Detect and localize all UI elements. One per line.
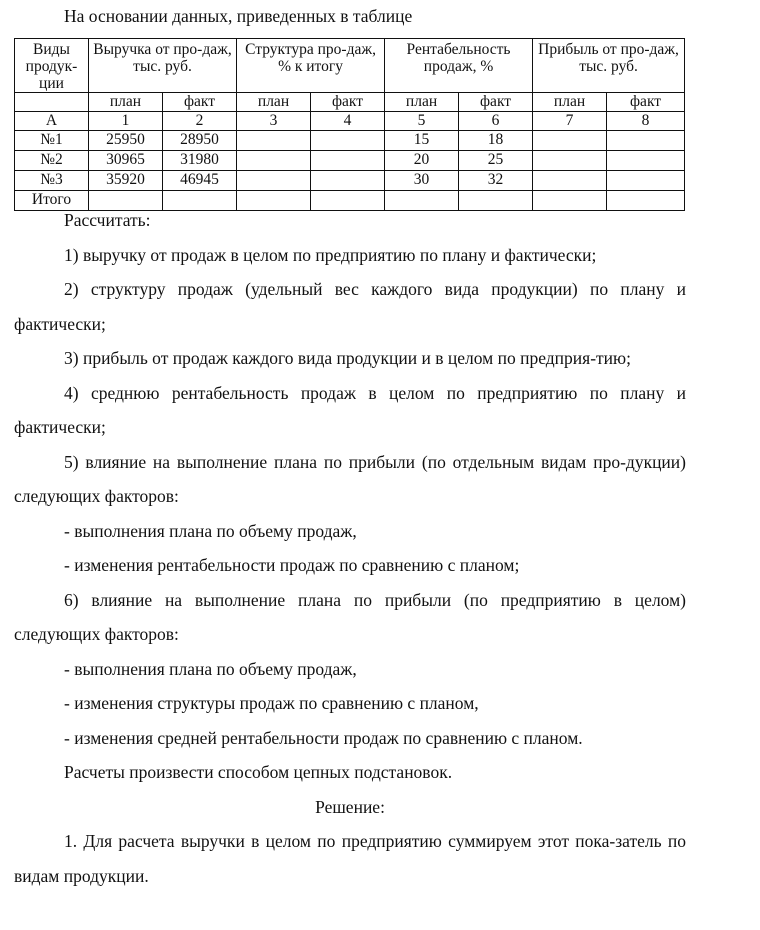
table-row [15, 171, 685, 191]
table-cell [607, 151, 685, 171]
table-cell [607, 131, 685, 151]
paragraph: - выполнения плана по объему продаж, [64, 658, 357, 679]
table-cell [237, 171, 311, 191]
table-subheader-row [15, 93, 685, 112]
table-cell: 35920 [89, 171, 163, 191]
column-number: 4 [311, 112, 385, 131]
subheader-cell: план [89, 93, 163, 112]
subheader-cell: план [533, 93, 607, 112]
table-cell: 25 [459, 151, 533, 171]
paragraph: - изменения структуры продаж по сравнению с планом, [64, 693, 479, 713]
paragraph: Рассчитать: [64, 210, 151, 230]
subheader-cell: факт [311, 93, 385, 112]
table-row [15, 151, 685, 171]
table-cell: 30 [385, 171, 459, 191]
table-cell [311, 151, 385, 171]
paragraph: 5) влияние на выполнение плана по прибыли (по отдельным видам про-дукции) следующих факторов: [14, 451, 686, 506]
body-text [14, 203, 686, 893]
solution-heading: Решение: [315, 796, 385, 817]
table-cell: 25950 [89, 131, 163, 151]
paragraph: 4) среднюю рентабельность продаж в целом по предприятию по плану и фактически; [14, 382, 686, 437]
column-number: 2 [163, 112, 237, 131]
subheader-cell: факт [459, 93, 533, 112]
row-label: Итого [15, 191, 89, 211]
column-number: 3 [237, 112, 311, 131]
subheader-cell: факт [607, 93, 685, 112]
header-revenue: Выручка от про-даж, тыс. руб. [89, 39, 237, 93]
table-cell [533, 151, 607, 171]
paragraph: 1. Для расчета выручки в целом по предприятию суммируем этот пока-затель по видам продукции. [14, 831, 686, 886]
table-cell [311, 171, 385, 191]
table-column-number-row [15, 112, 685, 131]
table-cell [533, 171, 607, 191]
subheader-cell: план [385, 93, 459, 112]
table-cell [533, 131, 607, 151]
paragraph: Расчеты произвести способом цепных подстановок. [64, 762, 453, 782]
row-label: №1 [15, 131, 89, 151]
table-cell: 46945 [163, 171, 237, 191]
table-header-row [15, 39, 685, 93]
table-cell [311, 131, 385, 151]
column-number: 1 [89, 112, 163, 131]
table-cell [237, 131, 311, 151]
paragraph: - изменения рентабельности продаж по сравнению с планом; [64, 555, 520, 575]
table-cell: 28950 [163, 131, 237, 151]
subheader-cell: факт [163, 93, 237, 112]
subheader-blank [15, 93, 89, 112]
paragraph: - изменения средней рентабельности продаж по сравнению с планом. [64, 727, 583, 748]
paragraph: 6) влияние на выполнение плана по прибыли (по предприятию в целом) следующих факторов: [14, 589, 686, 644]
table-cell [607, 171, 685, 191]
header-profitability: Рентабельность продаж, % [385, 39, 533, 93]
table-cell: 30965 [89, 151, 163, 171]
header-structure: Структура про-даж, % к итогу [237, 39, 385, 93]
header-product-type: Виды продук-ции [15, 39, 89, 93]
table-cell [237, 151, 311, 171]
column-number: 6 [459, 112, 533, 131]
subheader-cell: план [237, 93, 311, 112]
row-label: №2 [15, 151, 89, 171]
column-number: 7 [533, 112, 607, 131]
paragraph: 1) выручку от продаж в целом по предприятию по плану и фактически; [64, 244, 597, 265]
row-label: №3 [15, 171, 89, 191]
table-cell: 18 [459, 131, 533, 151]
table-cell: 15 [385, 131, 459, 151]
paragraph: 3) прибыль от продаж каждого вида продукции и в целом по предприя-тию; [64, 348, 631, 368]
paragraph: 2) структуру продаж (удельный вес каждого вида продукции) по плану и фактически; [14, 279, 686, 334]
data-table [14, 38, 685, 211]
paragraph: - выполнения плана по объему продаж, [64, 520, 357, 541]
intro-text: На основании данных, приведенных в таблице [64, 6, 413, 26]
column-number: 5 [385, 112, 459, 131]
table-row [15, 131, 685, 151]
table-cell: 32 [459, 171, 533, 191]
table-cell: 20 [385, 151, 459, 171]
header-profit: Прибыль от про-даж, тыс. руб. [533, 39, 685, 93]
column-number: 8 [607, 112, 685, 131]
table-cell: 31980 [163, 151, 237, 171]
column-number: А [15, 112, 89, 131]
